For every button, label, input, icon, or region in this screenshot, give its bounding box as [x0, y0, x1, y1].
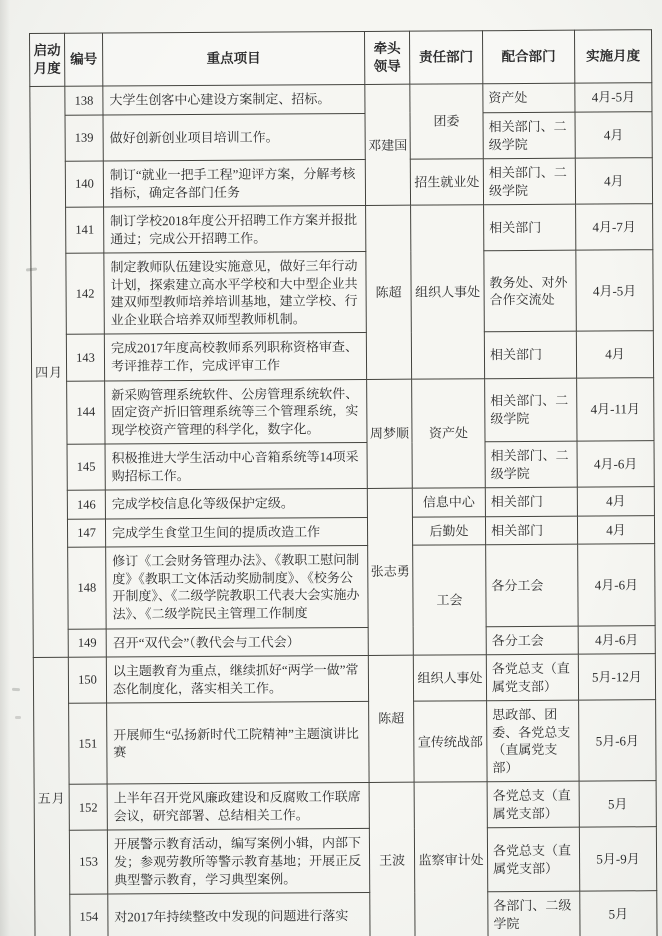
- header-start-month: 启动月度: [30, 33, 65, 87]
- table-row-153: [34, 827, 656, 894]
- header-project: 重点项目: [103, 31, 365, 86]
- table-row-142: [31, 250, 653, 335]
- cell-responsible-dept: 招生就业处: [410, 159, 483, 206]
- cell-partner-dept: 各部门、二级学院: [488, 891, 580, 936]
- cell-partner-dept: 相关部门: [484, 204, 576, 251]
- cell-leader: 邓建国: [365, 85, 411, 206]
- cell-number: 154: [70, 894, 108, 936]
- scan-artifact: [15, 716, 21, 719]
- table-row-146: [32, 487, 654, 519]
- cell-partner-dept: 相关部门: [485, 487, 577, 516]
- work-plan-table: [29, 29, 658, 936]
- cell-leader: 陈超: [368, 655, 414, 783]
- cell-number: 146: [67, 490, 105, 519]
- cell-number: 149: [68, 629, 106, 658]
- cell-impl-month: 4月-6月: [577, 441, 654, 488]
- table-row-147: [32, 516, 654, 548]
- cell-impl-month: 4月-11月: [577, 377, 654, 441]
- cell-partner-dept: 各分工会: [486, 626, 578, 655]
- header-partner-dept: 配合部门: [482, 30, 574, 84]
- cell-partner-dept: 各党总支（直属党支部）: [487, 828, 579, 892]
- cell-project: 开展警示教育活动，编写案例小辑，内部下发；参观劳教所等警示教育基地；开展正反典型警示教育，学习典型案例。: [107, 829, 369, 894]
- scan-artifact: [12, 688, 20, 691]
- cell-project: 做好创新创业项目培训工作。: [103, 113, 365, 161]
- table-row-154: [35, 891, 657, 936]
- table-row-149: [33, 625, 655, 657]
- cell-impl-month: 5月: [580, 891, 657, 936]
- cell-responsible-dept: 组织人事处: [411, 205, 485, 379]
- cell-start-month: 四月: [30, 87, 68, 658]
- cell-project: 积极推进大学生活动中心音箱系统等14项采购招标工作。: [105, 443, 367, 491]
- cell-number: 153: [69, 831, 107, 895]
- cell-leader: 周梦顺: [367, 379, 413, 489]
- cell-partner-dept: 相关部门、二级学院: [483, 158, 575, 205]
- cell-impl-month: 4月: [577, 487, 654, 516]
- cell-number: 144: [67, 381, 105, 445]
- table-header-row: [30, 30, 652, 87]
- cell-partner-dept: 各党总支（直属党支部）: [486, 654, 578, 701]
- work-plan-table-wrapper: [29, 29, 659, 936]
- cell-project: 制定教师队伍建设实施意见，做好三年行动计划，探索建立高水平学校和大中型企业共建双师型教师培养培训基地，建立学校、行业企业联合培养双师型教师机制。: [104, 252, 366, 335]
- cell-number: 147: [67, 519, 105, 548]
- cell-project: 完成学校信息化等级保护定级。: [105, 489, 367, 519]
- header-number: 编号: [65, 33, 103, 87]
- cell-responsible-dept: 后勤处: [412, 517, 485, 546]
- cell-project: 完成学生食堂卫生间的提质改造工作: [105, 517, 367, 547]
- cell-partner-dept: 相关部门: [484, 332, 576, 379]
- cell-partner-dept: 教务处、对外合作交流处: [484, 250, 576, 332]
- scan-edge-shadow: [0, 0, 10, 936]
- cell-project: 新采购管理系统软件、公房管理系统软件、固定资产折旧管理系统等三个管理系统，实现学校资产管理的科学化，数字化。: [105, 379, 367, 444]
- cell-partner-dept: 资产处: [483, 84, 575, 113]
- table-row-145: [32, 441, 654, 491]
- cell-project: 大学生创客中心建设方案制定、招标。: [103, 85, 365, 115]
- cell-impl-month: 4月-7月: [576, 204, 653, 251]
- header-impl-month: 实施月度: [574, 30, 651, 84]
- table-row-148: [33, 544, 655, 629]
- cell-impl-month: 5月-6月: [579, 700, 656, 782]
- cell-number: 143: [66, 334, 104, 380]
- cell-number: 142: [66, 253, 104, 334]
- cell-responsible-dept: 信息中心: [412, 488, 485, 517]
- cell-partner-dept: 相关部门、二级学院: [483, 112, 575, 159]
- table-body: [30, 83, 657, 936]
- table-row-143: [31, 331, 653, 381]
- cell-responsible-dept: 组织人事处: [413, 655, 486, 702]
- cell-impl-month: 5月: [579, 781, 656, 828]
- cell-number: 138: [65, 86, 103, 115]
- cell-partner-dept: 各党总支（直属党支部）: [487, 782, 579, 829]
- cell-number: 152: [69, 784, 107, 830]
- cell-number: 148: [68, 547, 106, 628]
- cell-impl-month: 4月-5月: [576, 250, 653, 332]
- cell-responsible-dept: 工会: [413, 545, 487, 655]
- cell-responsible-dept: 团委: [410, 84, 483, 159]
- cell-impl-month: 4月: [575, 112, 652, 159]
- table-row-151: [34, 700, 656, 785]
- cell-project: 修订《工会财务管理办法》、《教职工慰问制度》《教职工文体活动奖励制度》、《校务公开制度》、《二级学院教职工代表大会实施办法》、《二级学院民主管理工作制度: [106, 546, 368, 629]
- cell-project: 制订“就业一把手工程”迎评方案，分解考核指标，确定各部门任务: [103, 160, 365, 208]
- cell-leader: 陈超: [366, 205, 412, 379]
- header-leader: 牵头领导: [364, 31, 409, 85]
- table-row-150: [33, 654, 655, 704]
- cell-impl-month: 4月: [576, 331, 653, 378]
- cell-responsible-dept: 监察审计处: [414, 782, 488, 936]
- cell-number: 151: [69, 703, 107, 784]
- cell-leader: 王波: [369, 783, 415, 936]
- cell-leader: 张志勇: [367, 488, 413, 655]
- cell-number: 141: [66, 207, 104, 253]
- cell-project: 制订学校2018年度公开招聘工作方案并报批通过；完成公开招聘工作。: [104, 206, 366, 254]
- cell-partner-dept: 相关部门: [485, 516, 577, 545]
- cell-partner-dept: 各分工会: [486, 545, 578, 627]
- cell-impl-month: 4月: [577, 516, 654, 545]
- cell-impl-month: 4月-5月: [575, 83, 652, 112]
- cell-impl-month: 4月: [575, 158, 652, 205]
- cell-impl-month: 5月-12月: [578, 654, 655, 701]
- cell-number: 145: [67, 444, 105, 490]
- cell-project: 以主题教育为重点，继续抓好“两学一做”常态化制度化，落实相关工作。: [106, 656, 368, 704]
- cell-number: 150: [68, 657, 106, 703]
- table-row-144: [32, 377, 654, 444]
- cell-number: 139: [65, 115, 103, 161]
- cell-responsible-dept: 资产处: [412, 378, 486, 488]
- cell-project: 对2017年持续整改中发现的问题进行落实: [108, 893, 370, 936]
- cell-impl-month: 4月-6月: [578, 625, 655, 654]
- cell-number: 140: [65, 161, 103, 207]
- cell-partner-dept: 相关部门、二级学院: [485, 378, 577, 442]
- cell-responsible-dept: 宣传统战部: [414, 701, 487, 783]
- cell-impl-month: 4月-6月: [578, 544, 655, 626]
- cell-project: 召开“双代会”（教代会与工代会）: [106, 627, 368, 657]
- table-row-140: [30, 158, 652, 208]
- cell-project: 上半年召开党风廉政建设和反腐败工作联席会议，研究部署、总结相关工作。: [107, 783, 369, 831]
- cell-partner-dept: 相关部门、二级学院: [485, 441, 577, 488]
- cell-impl-month: 5月-9月: [579, 827, 656, 891]
- cell-project: 完成2017年度高校教师系列职称资格审查、考评推荐工作，完成评审工作: [104, 333, 366, 381]
- table-row-138: [30, 83, 652, 115]
- table-row-141: [31, 204, 653, 254]
- cell-partner-dept: 思政部、团委、各党总支（直属党支部）: [487, 700, 579, 782]
- table-row-152: [34, 781, 656, 831]
- table-row-139: [30, 112, 652, 162]
- header-responsible-dept: 责任部门: [409, 31, 482, 85]
- cell-start-month: 五月: [33, 657, 70, 936]
- cell-project: 开展师生“弘扬新时代工院精神”主题演讲比赛: [107, 702, 369, 785]
